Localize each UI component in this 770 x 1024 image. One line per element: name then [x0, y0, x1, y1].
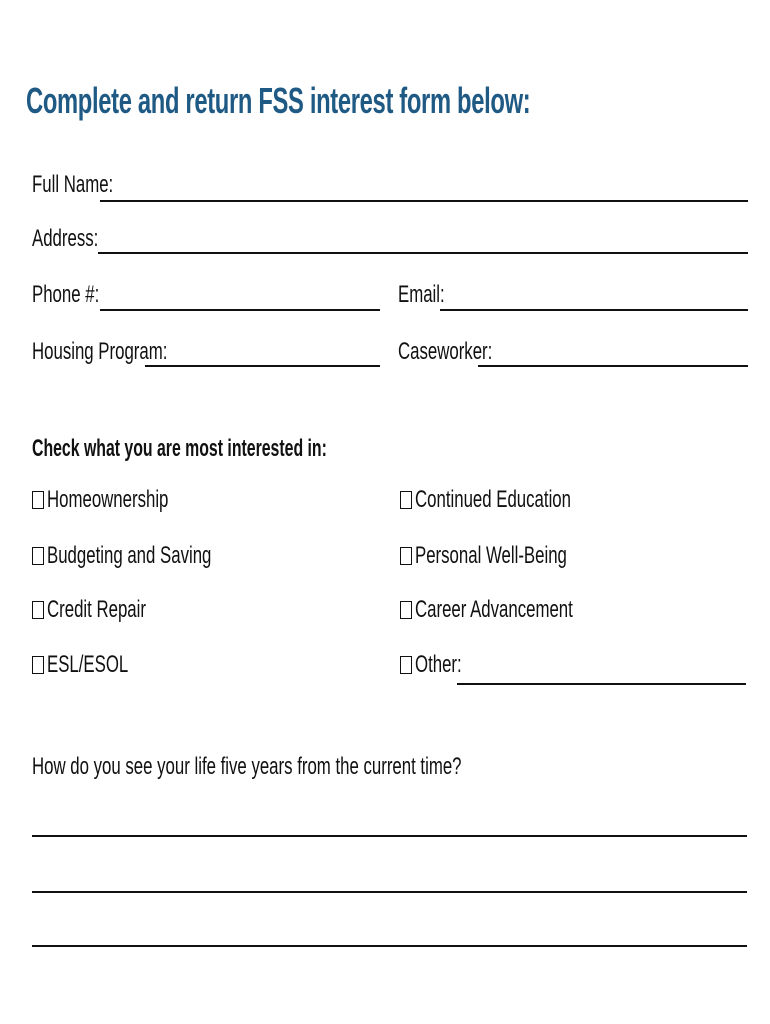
- option-label: Credit Repair: [47, 596, 146, 623]
- form-title: Complete and return FSS interest form below:: [26, 80, 531, 121]
- checkbox[interactable]: [400, 601, 412, 619]
- checkbox[interactable]: [32, 491, 44, 509]
- checkbox[interactable]: [400, 547, 412, 565]
- checkbox[interactable]: [32, 656, 44, 674]
- housing-program-label: Housing Program:: [32, 338, 168, 365]
- caseworker-label: Caseworker:: [398, 338, 493, 365]
- caseworker-field[interactable]: [478, 365, 748, 367]
- answer-line-2[interactable]: [32, 891, 747, 893]
- email-field[interactable]: [440, 309, 748, 311]
- phone-field[interactable]: [100, 309, 380, 311]
- checkbox[interactable]: [32, 601, 44, 619]
- full-name-label: Full Name:: [32, 171, 114, 198]
- phone-label: Phone #:: [32, 281, 100, 308]
- option-credit-repair[interactable]: [32, 593, 188, 627]
- option-label: Budgeting and Saving: [47, 542, 212, 569]
- option-label: Homeownership: [47, 486, 169, 513]
- email-label: Email:: [398, 281, 445, 308]
- five-years-question: How do you see your life five years from the current time?: [32, 753, 462, 780]
- option-career-advancement[interactable]: [400, 593, 640, 627]
- other-field[interactable]: [457, 683, 746, 685]
- option-other[interactable]: [400, 648, 482, 682]
- checkbox[interactable]: [400, 491, 412, 509]
- answer-line-3[interactable]: [32, 945, 747, 947]
- option-continued-education[interactable]: [400, 483, 638, 517]
- housing-program-field[interactable]: [145, 365, 380, 367]
- option-esl-esol[interactable]: [32, 648, 163, 682]
- option-label: Career Advancement: [415, 596, 573, 623]
- option-budgeting-and-saving[interactable]: [32, 539, 282, 573]
- full-name-field[interactable]: [100, 200, 748, 202]
- option-label: Personal Well-Being: [415, 542, 567, 569]
- option-label: Other:: [415, 651, 462, 678]
- address-field[interactable]: [98, 252, 748, 254]
- option-homeownership[interactable]: [32, 483, 220, 517]
- option-label: ESL/ESOL: [47, 651, 129, 678]
- option-personal-well-being[interactable]: [400, 539, 632, 573]
- interests-heading: Check what you are most interested in:: [32, 435, 327, 462]
- answer-line-1[interactable]: [32, 835, 747, 837]
- checkbox[interactable]: [32, 547, 44, 565]
- address-label: Address:: [32, 225, 99, 252]
- option-label: Continued Education: [415, 486, 571, 513]
- checkbox[interactable]: [400, 656, 412, 674]
